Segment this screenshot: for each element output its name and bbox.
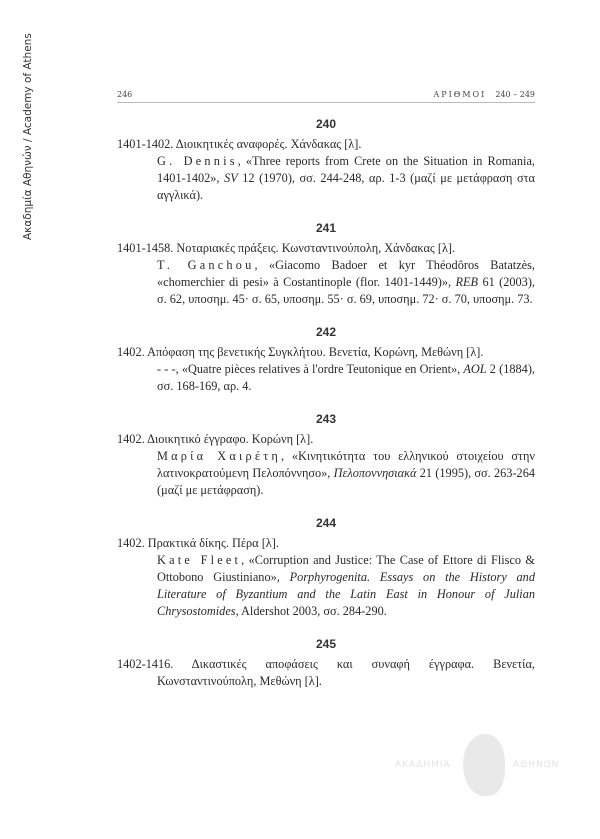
journal: SV — [224, 171, 238, 185]
side-label-text: Ακαδημία Αθηνών / Academy of Athens — [22, 33, 34, 240]
entry-reference — [117, 552, 535, 620]
ref-title: , «Giacomo Badoer et kyr Théodôros Batatzès, «chomerchier di pesi» à Costantinople (flor. 1401-1449)», — [157, 258, 535, 289]
entry-date-line: 1402-1416. Δικαστικές αποφάσεις και συναφή έγγραφα. Βενετία, Κωνσταντινούπολη, Μεθώνη [λ]. — [117, 657, 535, 688]
ref-title: , «Κινητικότητα του ελληνικού στοιχείου στην λατινοκρατούμενη Πελοπόννησο», — [157, 449, 535, 480]
ref-details: 61 (2003), σ. 62, υποσημ. 45· σ. 65, υποσημ. 55· σ. 69, υποσημ. 72· σ. 70, υποσημ. 73. — [157, 275, 535, 306]
entry-number: 244 — [315, 516, 337, 530]
journal: Πελοποννησιακά — [333, 466, 417, 480]
ref-title: , «Three reports from Crete on the Situation in Romania, 1401-1402», — [157, 154, 535, 185]
entry-reference — [117, 448, 535, 499]
running-header — [117, 90, 535, 103]
entry-date-line: 1402. Απόφαση της βενετικής Συγκλήτου. Βενετία, Κορώνη, Μεθώνη [λ]. — [117, 345, 484, 359]
athena-head-icon — [463, 734, 505, 796]
ref-details: 2 (1884), σσ. 168-169, αρ. 4. — [157, 362, 535, 393]
running-title-text: ΑΡΙΘΜΟΙ — [433, 90, 487, 99]
ref-details: 12 (1970), σσ. 244-248, αρ. 1-3 (μαζί με μετάφραση στα αγγλικά). — [157, 171, 535, 202]
journal: Porphyrogenita. Essays on the History and Literature of Byzantium and the Latin East in Honour of Julian Chrysostomides — [157, 570, 535, 618]
entry-number: 242 — [315, 325, 337, 339]
entry-date-line: 1401-1402. Διοικητικές αναφορές. Χάνδακας [λ]. — [117, 137, 362, 151]
ref-title: , «Quatre pièces relatives à l'ordre Teutonique en Orient», — [175, 362, 464, 376]
author: T. Ganchou — [157, 258, 255, 272]
entry-240 — [117, 117, 535, 204]
entry-number: 240 — [315, 117, 337, 131]
watermark-left-text: ΑΚΑΔΗΜΙΑ — [395, 760, 451, 770]
entry-243 — [117, 412, 535, 499]
page-number: 246 — [117, 90, 133, 99]
journal: AOL — [463, 362, 487, 376]
ref-title: , «Corruption and Justice: The Case of Ettore di Flisco & Ottobono Giustiniano», — [157, 553, 535, 584]
entry-245 — [117, 637, 535, 690]
entry-reference — [117, 153, 535, 204]
page — [117, 90, 535, 690]
entry-242 — [117, 325, 535, 395]
journal: REB — [455, 275, 479, 289]
watermark-right-text: ΑΘΗΝΩΝ — [513, 760, 560, 770]
running-title — [433, 90, 535, 99]
entry-reference — [117, 257, 535, 308]
author: Kate Fleet — [157, 553, 242, 567]
author: Μαρία Χαιρέτη — [157, 449, 281, 463]
author: - - - — [157, 362, 176, 376]
entry-number: 241 — [315, 221, 337, 235]
ref-details: 21 (1995), σσ. 263-264 (μαζί με μετάφραση). — [157, 466, 535, 497]
entry-date-line: 1401-1458. Νοταριακές πράξεις. Κωνσταντινούπολη, Χάνδακας [λ]. — [117, 241, 456, 255]
entry-number: 243 — [315, 412, 337, 426]
entry-244 — [117, 516, 535, 620]
entry-reference — [117, 361, 535, 395]
running-range: 240 – 249 — [495, 90, 535, 99]
ref-details: , Aldershot 2003, σσ. 284-290. — [235, 604, 387, 618]
entry-number: 245 — [315, 637, 337, 651]
side-label — [22, 33, 42, 240]
author: G. Dennis — [157, 154, 238, 168]
entry-date-line: 1402. Πρακτικά δίκης. Πέρα [λ]. — [117, 536, 279, 550]
academy-watermark-logo — [395, 730, 585, 810]
entry-date-line: 1402. Διοικητικό έγγραφο. Κορώνη [λ]. — [117, 432, 314, 446]
entry-241 — [117, 221, 535, 308]
